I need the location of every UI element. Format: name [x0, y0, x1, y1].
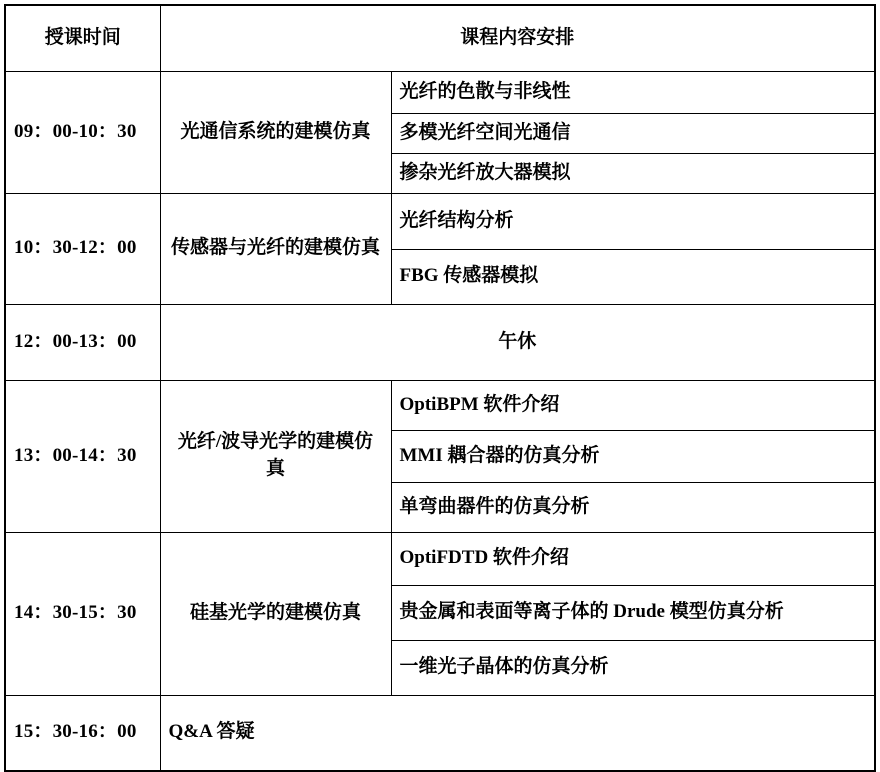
detail-cell: OptiFDTD 软件介绍	[391, 532, 875, 585]
detail-cell: 多模光纤空间光通信	[391, 113, 875, 153]
detail-cell: 光纤的色散与非线性	[391, 71, 875, 113]
course-schedule-table	[4, 4, 876, 772]
detail-cell: 一维光子晶体的仿真分析	[391, 640, 875, 695]
table-row	[5, 380, 875, 430]
header-cell-time: 授课时间	[5, 5, 160, 71]
qa-cell: Q&A 答疑	[160, 695, 875, 771]
time-cell: 15：30-16：00	[5, 695, 160, 771]
time-cell: 12：00-13：00	[5, 304, 160, 380]
header-cell-content: 课程内容安排	[160, 5, 875, 71]
detail-cell: OptiBPM 软件介绍	[391, 380, 875, 430]
table-row	[5, 532, 875, 585]
detail-cell: 掺杂光纤放大器模拟	[391, 153, 875, 193]
table-row	[5, 695, 875, 771]
detail-cell: MMI 耦合器的仿真分析	[391, 430, 875, 482]
lunch-break-cell: 午休	[160, 304, 875, 380]
detail-cell: FBG 传感器模拟	[391, 249, 875, 304]
detail-cell: 光纤结构分析	[391, 193, 875, 249]
time-cell: 13：00-14：30	[5, 380, 160, 532]
table-row	[5, 71, 875, 113]
topic-cell: 光通信系统的建模仿真	[160, 71, 391, 193]
time-cell: 09：00-10：30	[5, 71, 160, 193]
topic-cell: 硅基光学的建模仿真	[160, 532, 391, 695]
detail-cell: 单弯曲器件的仿真分析	[391, 482, 875, 532]
table-header-row	[5, 5, 875, 71]
time-cell: 10：30-12：00	[5, 193, 160, 304]
detail-cell: 贵金属和表面等离子体的 Drude 模型仿真分析	[391, 585, 875, 640]
table-row	[5, 304, 875, 380]
time-cell: 14：30-15：30	[5, 532, 160, 695]
table-row	[5, 193, 875, 249]
topic-cell: 传感器与光纤的建模仿真	[160, 193, 391, 304]
topic-cell: 光纤/波导光学的建模仿真	[160, 380, 391, 532]
